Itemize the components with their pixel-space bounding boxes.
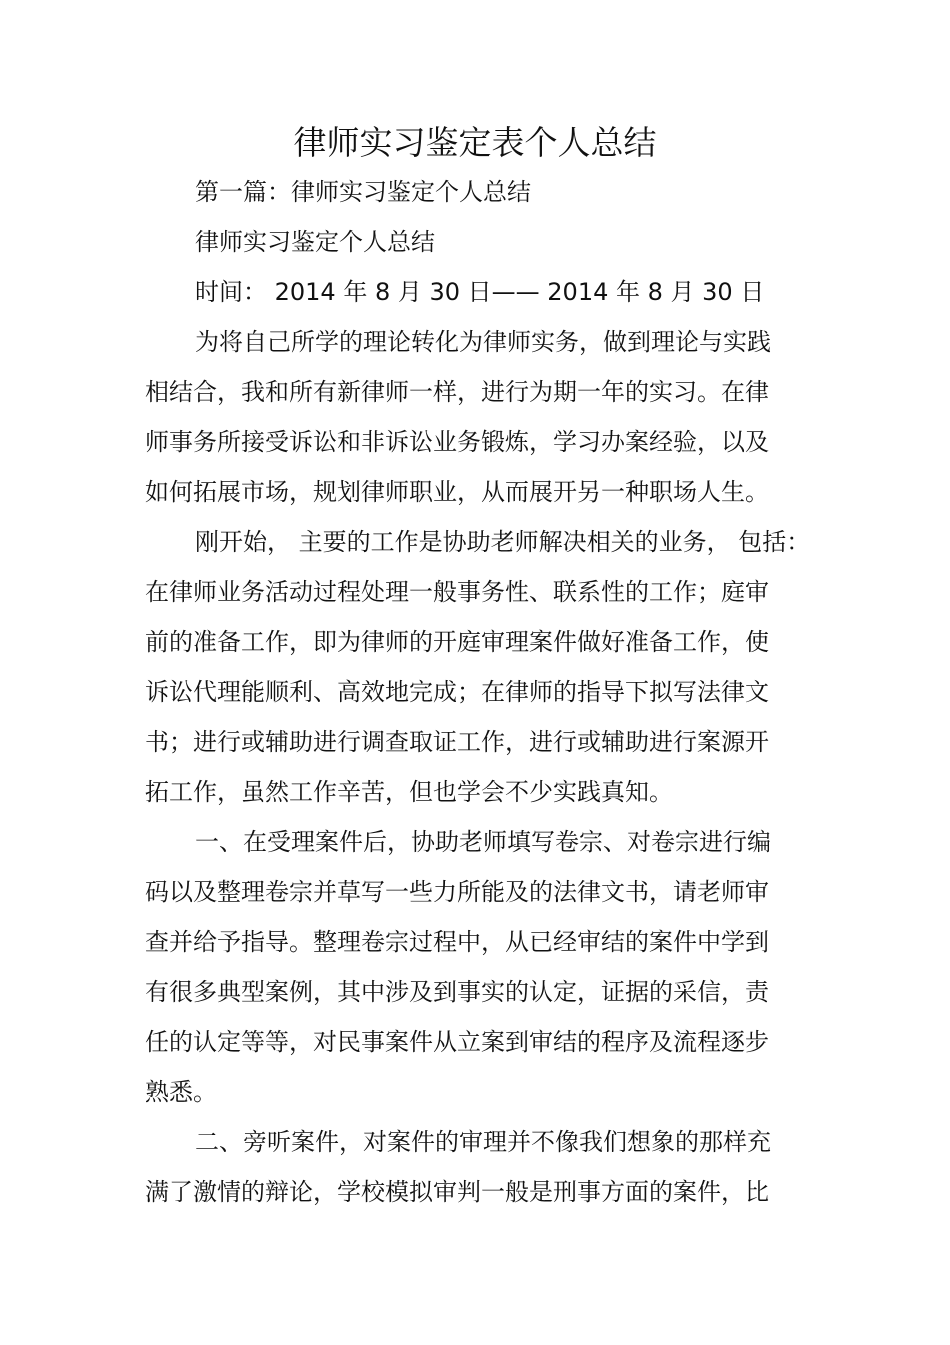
paragraph-line: 查并给予指导。整理卷宗过程中，从已经审结的案件中学到: [145, 928, 769, 956]
paragraph-line: 诉讼代理能顺利、高效地完成；在律师的指导下拟写法律文: [145, 678, 769, 706]
paragraph-line: 熟悉。: [145, 1078, 217, 1106]
paragraph-line: 相结合，我和所有新律师一样，进行为期一年的实习。在律: [145, 378, 769, 406]
paragraph-line: 码以及整理卷宗并草写一些力所能及的法律文书，请老师审: [145, 878, 769, 906]
paragraph-line: 一、在受理案件后，协助老师填写卷宗、对卷宗进行编: [195, 828, 771, 856]
paragraph-line: 任的认定等等，对民事案件从立案到审结的程序及流程逐步: [145, 1028, 769, 1056]
paragraph-line: 如何拓展市场，规划律师职业，从而展开另一种职场人生。: [145, 478, 769, 506]
paragraph-line: 满了激情的辩论，学校模拟审判一般是刑事方面的案件，比: [145, 1178, 769, 1206]
paragraph-line: 刚开始， 主要的工作是协助老师解决相关的业务， 包括：: [195, 528, 811, 556]
subheading: 律师实习鉴定个人总结: [195, 228, 435, 256]
paragraph-line: 二、旁听案件，对案件的审理并不像我们想象的那样充: [195, 1128, 771, 1156]
paragraph-line: 有很多典型案例，其中涉及到事实的认定，证据的采信，责: [145, 978, 769, 1006]
paragraph-line: 在律师业务活动过程处理一般事务性、联系性的工作；庭审: [145, 578, 769, 606]
section-heading: 第一篇：律师实习鉴定个人总结: [195, 178, 531, 206]
paragraph-line: 拓工作，虽然工作辛苦，但也学会不少实践真知。: [145, 778, 673, 806]
paragraph-line: 师事务所接受诉讼和非诉讼业务锻炼，学习办案经验，以及: [145, 428, 769, 456]
paragraph-line: 书；进行或辅助进行调查取证工作，进行或辅助进行案源开: [145, 728, 769, 756]
date-line: 时间： 2014 年 8 月 30 日—— 2014 年 8 月 30 日: [195, 278, 765, 306]
paragraph-line: 为将自己所学的理论转化为律师实务，做到理论与实践: [195, 328, 771, 356]
document-title: 律师实习鉴定表个人总结: [293, 123, 657, 162]
paragraph-line: 前的准备工作，即为律师的开庭审理案件做好准备工作，使: [145, 628, 769, 656]
